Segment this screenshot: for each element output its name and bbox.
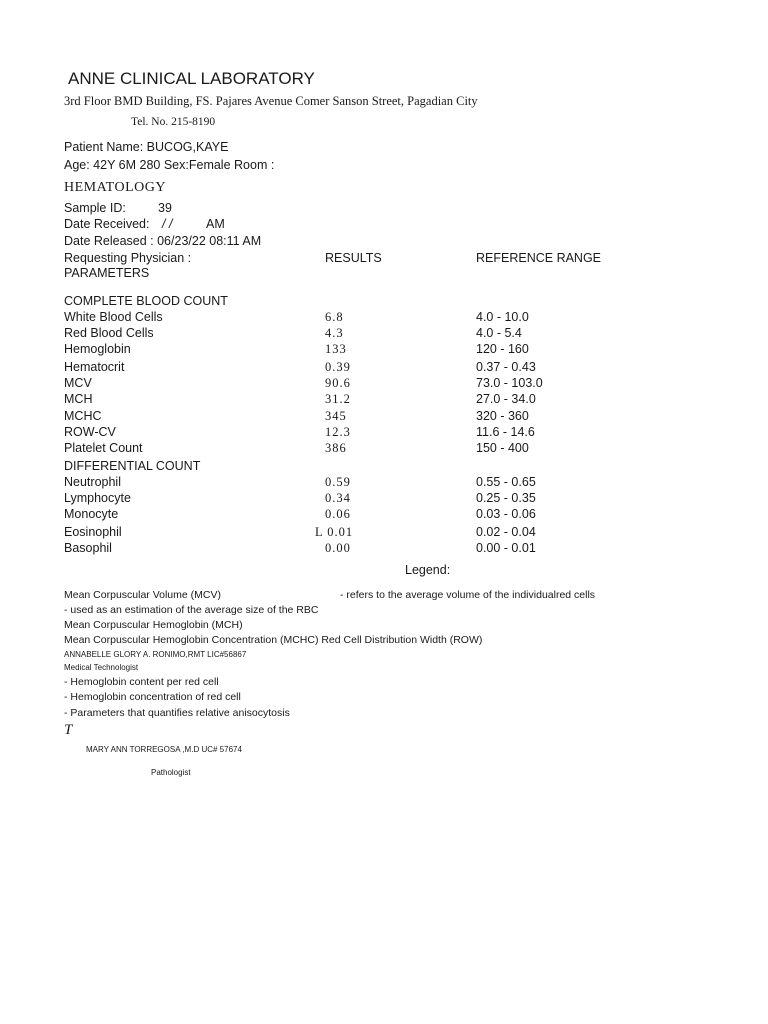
parameter-name: Hematocrit bbox=[64, 360, 125, 374]
parameter-reference-range: 4.0 - 5.4 bbox=[476, 326, 522, 340]
parameter-name: Eosinophil bbox=[64, 525, 122, 539]
parameter-result: 0.06 bbox=[325, 507, 351, 521]
parameter-result: 0.34 bbox=[325, 491, 351, 505]
lab-address: 3rd Floor BMD Building, FS. Pajares Avenue Comer Sanson Street, Pagadian City bbox=[64, 94, 478, 108]
section-title: HEMATOLOGY bbox=[64, 180, 166, 195]
pathologist-title: Pathologist bbox=[151, 768, 191, 777]
parameter-reference-range: 150 - 400 bbox=[476, 441, 529, 455]
parameter-name: MCHC bbox=[64, 409, 102, 423]
parameter-result: 4.3 bbox=[325, 326, 344, 340]
parameter-result: 12.3 bbox=[325, 425, 351, 439]
parameter-result: 0.00 bbox=[325, 541, 351, 555]
lab-name: ANNE CLINICAL LABORATORY bbox=[68, 69, 315, 88]
parameter-result: 345 bbox=[325, 409, 347, 423]
date-received-ampm: AM bbox=[206, 217, 225, 231]
parameter-reference-range: 0.25 - 0.35 bbox=[476, 491, 536, 505]
parameter-name: ROW-CV bbox=[64, 425, 116, 439]
parameter-name: Monocyte bbox=[64, 507, 119, 521]
parameter-reference-range: 0.37 - 0.43 bbox=[476, 360, 536, 374]
sample-id-label: Sample ID: bbox=[64, 201, 126, 215]
cbc-heading: COMPLETE BLOOD COUNT bbox=[64, 294, 228, 308]
column-parameters: PARAMETERS bbox=[64, 266, 150, 280]
parameter-result: 386 bbox=[325, 441, 347, 455]
medtech-title: Medical Technologist bbox=[64, 663, 139, 672]
date-received-value: / / bbox=[162, 217, 173, 231]
pathologist-name: MARY ANN TORREGOSA ,M.D UC# 57674 bbox=[86, 745, 242, 754]
parameter-name: Platelet Count bbox=[64, 441, 143, 455]
legend-mcv-use: - used as an estimation of the average size of the RBC bbox=[64, 604, 319, 616]
parameter-name: MCV bbox=[64, 376, 92, 390]
requesting-physician: Requesting Physician : bbox=[64, 251, 192, 265]
date-released: Date Released : 06/23/22 08:11 AM bbox=[64, 234, 262, 248]
parameter-name: White Blood Cells bbox=[64, 310, 163, 324]
lab-telephone: Tel. No. 215-8190 bbox=[131, 116, 216, 128]
patient-name: Patient Name: BUCOG,KAYE bbox=[64, 140, 229, 154]
column-reference-range: REFERENCE RANGE bbox=[476, 251, 602, 265]
parameter-result: 0.39 bbox=[325, 360, 351, 374]
parameter-name: Red Blood Cells bbox=[64, 326, 154, 340]
parameter-reference-range: 4.0 - 10.0 bbox=[476, 310, 529, 324]
parameter-result: 90.6 bbox=[325, 376, 351, 390]
legend-mch-term: Mean Corpuscular Hemoglobin (MCH) bbox=[64, 619, 243, 631]
parameter-reference-range: 120 - 160 bbox=[476, 342, 529, 356]
signature-mark: T bbox=[64, 722, 73, 738]
parameter-reference-range: 0.03 - 0.06 bbox=[476, 507, 536, 521]
patient-age-sex-room: Age: 42Y 6M 280 Sex:Female Room : bbox=[64, 158, 275, 172]
legend-mchc-row-term: Mean Corpuscular Hemoglobin Concentration (MCHC) Red Cell Distribution Width (ROW) bbox=[64, 634, 483, 646]
parameter-name: Lymphocyte bbox=[64, 491, 131, 505]
legend-mcv-term: Mean Corpuscular Volume (MCV) bbox=[64, 589, 221, 601]
parameter-reference-range: 11.6 - 14.6 bbox=[476, 425, 535, 439]
parameter-result: 133 bbox=[325, 342, 347, 356]
parameter-result: L 0.01 bbox=[315, 525, 354, 539]
parameter-result: 6.8 bbox=[325, 310, 344, 324]
date-received-label: Date Received: bbox=[64, 217, 150, 231]
parameter-reference-range: 0.00 - 0.01 bbox=[476, 541, 536, 555]
medtech-name: ANNABELLE GLORY A. RONIMO,RMT LIC#56867 bbox=[64, 650, 247, 659]
parameter-reference-range: 0.55 - 0.65 bbox=[476, 475, 536, 489]
parameter-reference-range: 0.02 - 0.04 bbox=[476, 525, 536, 539]
parameter-reference-range: 320 - 360 bbox=[476, 409, 529, 423]
parameter-name: Hemoglobin bbox=[64, 342, 131, 356]
diff-heading: DIFFERENTIAL COUNT bbox=[64, 459, 201, 473]
parameter-reference-range: 73.0 - 103.0 bbox=[476, 376, 543, 390]
legend-title: Legend: bbox=[405, 563, 451, 577]
parameter-name: Basophil bbox=[64, 541, 112, 555]
legend-mcv-definition: - refers to the average volume of the individualred cells bbox=[340, 589, 596, 601]
parameter-reference-range: 27.0 - 34.0 bbox=[476, 392, 536, 406]
parameter-name: Neutrophil bbox=[64, 475, 121, 489]
column-results: RESULTS bbox=[325, 251, 382, 265]
legend-def-row: - Parameters that quantifies relative anisocytosis bbox=[64, 707, 290, 719]
parameter-result: 0.59 bbox=[325, 475, 351, 489]
legend-def-mchc: - Hemoglobin concentration of red cell bbox=[64, 691, 241, 703]
sample-id-value: 39 bbox=[158, 201, 172, 215]
parameter-name: MCH bbox=[64, 392, 93, 406]
legend-def-mch: - Hemoglobin content per red cell bbox=[64, 676, 219, 688]
parameter-result: 31.2 bbox=[325, 392, 351, 406]
